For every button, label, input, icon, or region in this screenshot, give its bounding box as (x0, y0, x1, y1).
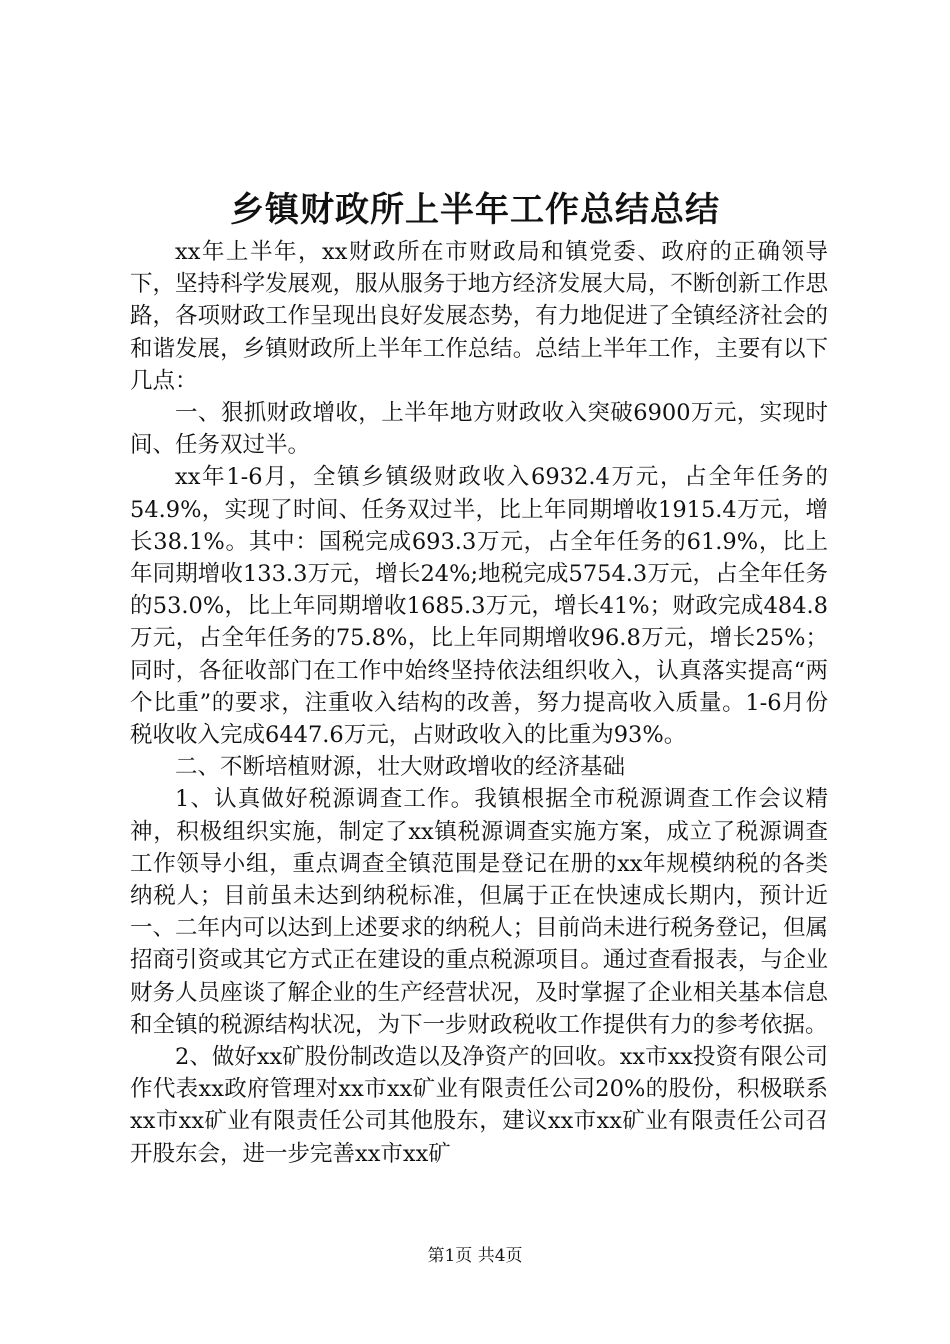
paragraph-intro: xx年上半年，xx财政所在市财政局和镇党委、政府的正确领导下，坚持科学发展观，服从服务于地方经济发展大局，不断创新工作思路，各项财政工作呈现出良好发展态势，有力地促进了全镇经济社会的和谐发展，乡镇财政所上半年工作总结。总结上半年工作，主要有以下几点： (130, 239, 828, 394)
paragraph-mine-reform: 2、做好xx矿股份制改造以及净资产的回收。xx市xx投资有限公司作代表xx政府管理对xx市xx矿业有限责任公司20%的股份，积极联系xx市xx矿业有限责任公司其他股东，建议xx市xx矿业有限责任公司召开股东会，进一步完善xx市xx矿 (130, 1044, 828, 1167)
page-footer: 第1页 共4页 (427, 1246, 523, 1266)
paragraph-section-1-heading: 一、狠抓财政增收，上半年地方财政收入突破6900万元，实现时间、任务双过半。 (130, 400, 828, 459)
document-body (130, 236, 828, 1170)
paragraph-tax-survey: 1、认真做好税源调查工作。我镇根据全市税源调查工作会议精神，积极组织实施，制定了xx镇税源调查实施方案，成立了税源调查工作领导小组，重点调查全镇范围是登记在册的xx年规模纳税的各类纳税人；目前虽未达到纳税标准，但属于正在快速成长期内，预计近一、二年内可以达到上述要求的纳税人；目前尚未进行税务登记，但属招商引资或其它方式正在建设的重点税源项目。通过查看报表，与企业财务人员座谈了解企业的生产经营状况，及时掌握了企业相关基本信息和全镇的税源结构状况，为下一步财政税收工作提供有力的参考依据。 (130, 786, 828, 1038)
paragraph-revenue-details: xx年1-6月，全镇乡镇级财政收入6932.4万元，占全年任务的54.9%，实现了时间、任务双过半，比上年同期增收1915.4万元，增长38.1%。其中：国税完成693.3万元，占全年任务的61.9%，比上年同期增收133.3万元，增长24%;地税完成5754.3万元，占全年任务的53.0%，比上年同期增收1685.3万元，增长41%；财政完成484.8万元，占全年任务的75.8%，比上年同期增收96.8万元，增长25%；同时，各征收部门在工作中始终坚持依法组织收入，认真落实提高“两个比重”的要求，注重收入结构的改善，努力提高收入质量。1-6月份税收收入完成6447.6万元，占财政收入的比重为93%。 (130, 464, 828, 749)
paragraph-section-2-heading: 二、不断培植财源，壮大财政增收的经济基础 (175, 754, 626, 781)
document-title: 乡镇财政所上半年工作总结总结 (230, 190, 720, 230)
